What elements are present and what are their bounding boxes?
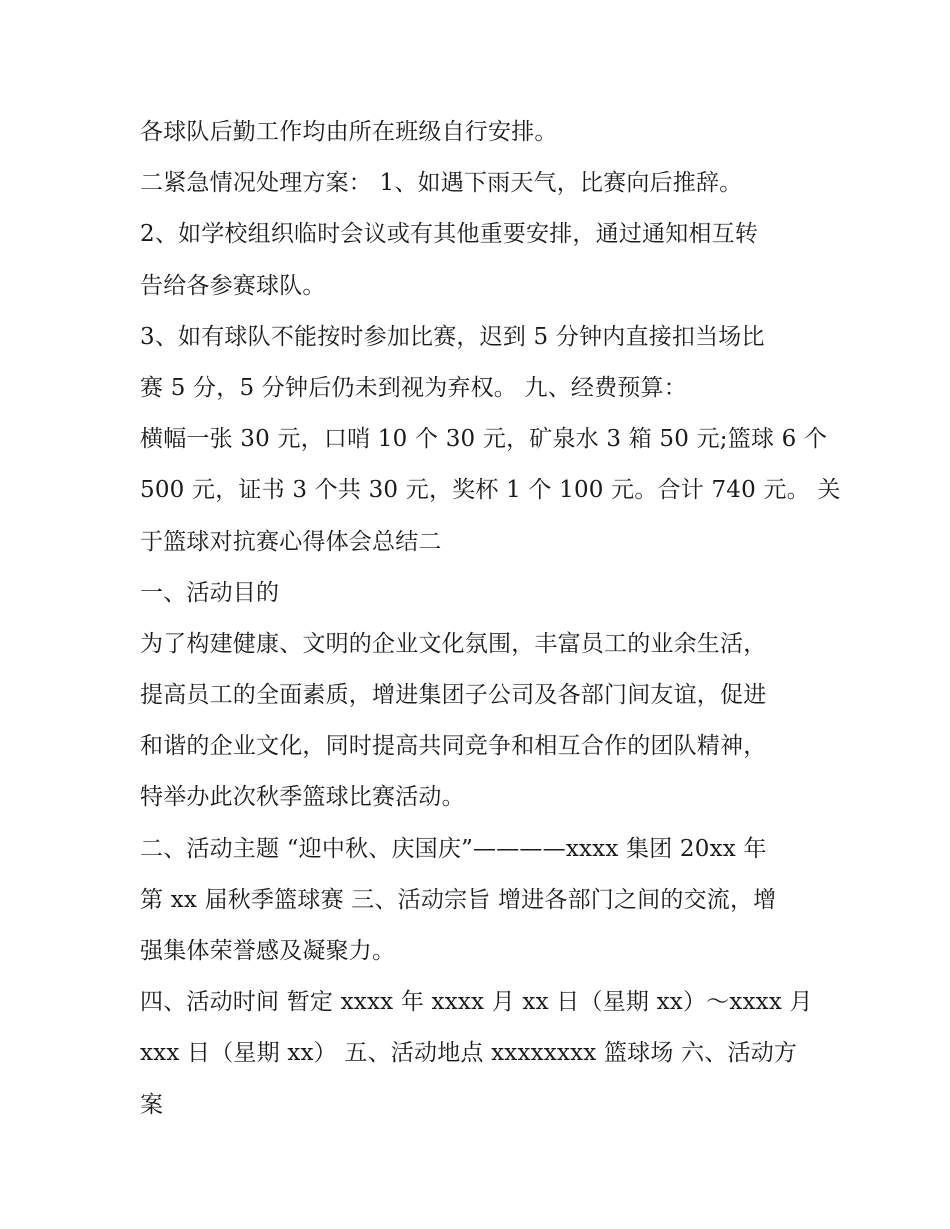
text-line: 提高员工的全面素质，增进集团子公司及各部门间友谊，促进 <box>140 682 767 709</box>
text-line: 于篮球对抗赛心得体会总结二 <box>140 528 442 555</box>
text-line: 案 <box>140 1091 164 1118</box>
text-line: 为了构建健康、文明的企业文化氛围，丰富员工的业余生活， <box>140 630 767 657</box>
text-line: 和谐的企业文化，同时提高共同竞争和相互合作的团队精神， <box>140 733 767 760</box>
text-line: 特举办此次秋季篮球比赛活动。 <box>140 784 465 811</box>
text-line: 强集体荣誉感及凝聚力。 <box>140 938 396 964</box>
text-line: 赛 5 分，5 分钟后仍未到视为弃权。 九、经费预算： <box>140 374 687 401</box>
text-line: xxx 日（星期 xx） 五、活动地点 xxxxxxxx 篮球场 六、活动方 <box>140 1040 798 1067</box>
text-line: 四、活动时间 暂定 xxxx 年 xxxx 月 xx 日（星期 xx）～xxxx 月 <box>140 989 813 1016</box>
text-line: 第 xx 届秋季篮球赛 三、活动宗旨 增进各部门之间的交流，增 <box>140 886 777 913</box>
section-heading: 一、活动目的 <box>140 579 280 606</box>
text-line: 3、如有球队不能按时参加比赛，迟到 5 分钟内直接扣当场比 <box>140 323 765 350</box>
text-line: 二、活动主题 “迎中秋、庆国庆”————xxxx 集团 20xx 年 <box>140 835 767 862</box>
text-line: 横幅一张 30 元，口哨 10 个 30 元，矿泉水 3 箱 50 元;篮球 6 个 <box>140 426 828 453</box>
text-line: 各球队后勤工作均由所在班级自行安排。 <box>140 119 558 145</box>
text-line: 告给各参赛球队。 <box>140 272 326 299</box>
text-line: 500 元，证书 3 个共 30 元，奖杯 1 个 100 元。合计 740 元。 关 <box>140 477 841 504</box>
text-line: 2、如学校组织临时会议或有其他重要安排，通过通知相互转 <box>140 221 759 248</box>
document-body <box>140 107 841 1131</box>
text-line: 二紧急情况处理方案： 1、如遇下雨天气，比赛向后推辞。 <box>140 170 743 197</box>
